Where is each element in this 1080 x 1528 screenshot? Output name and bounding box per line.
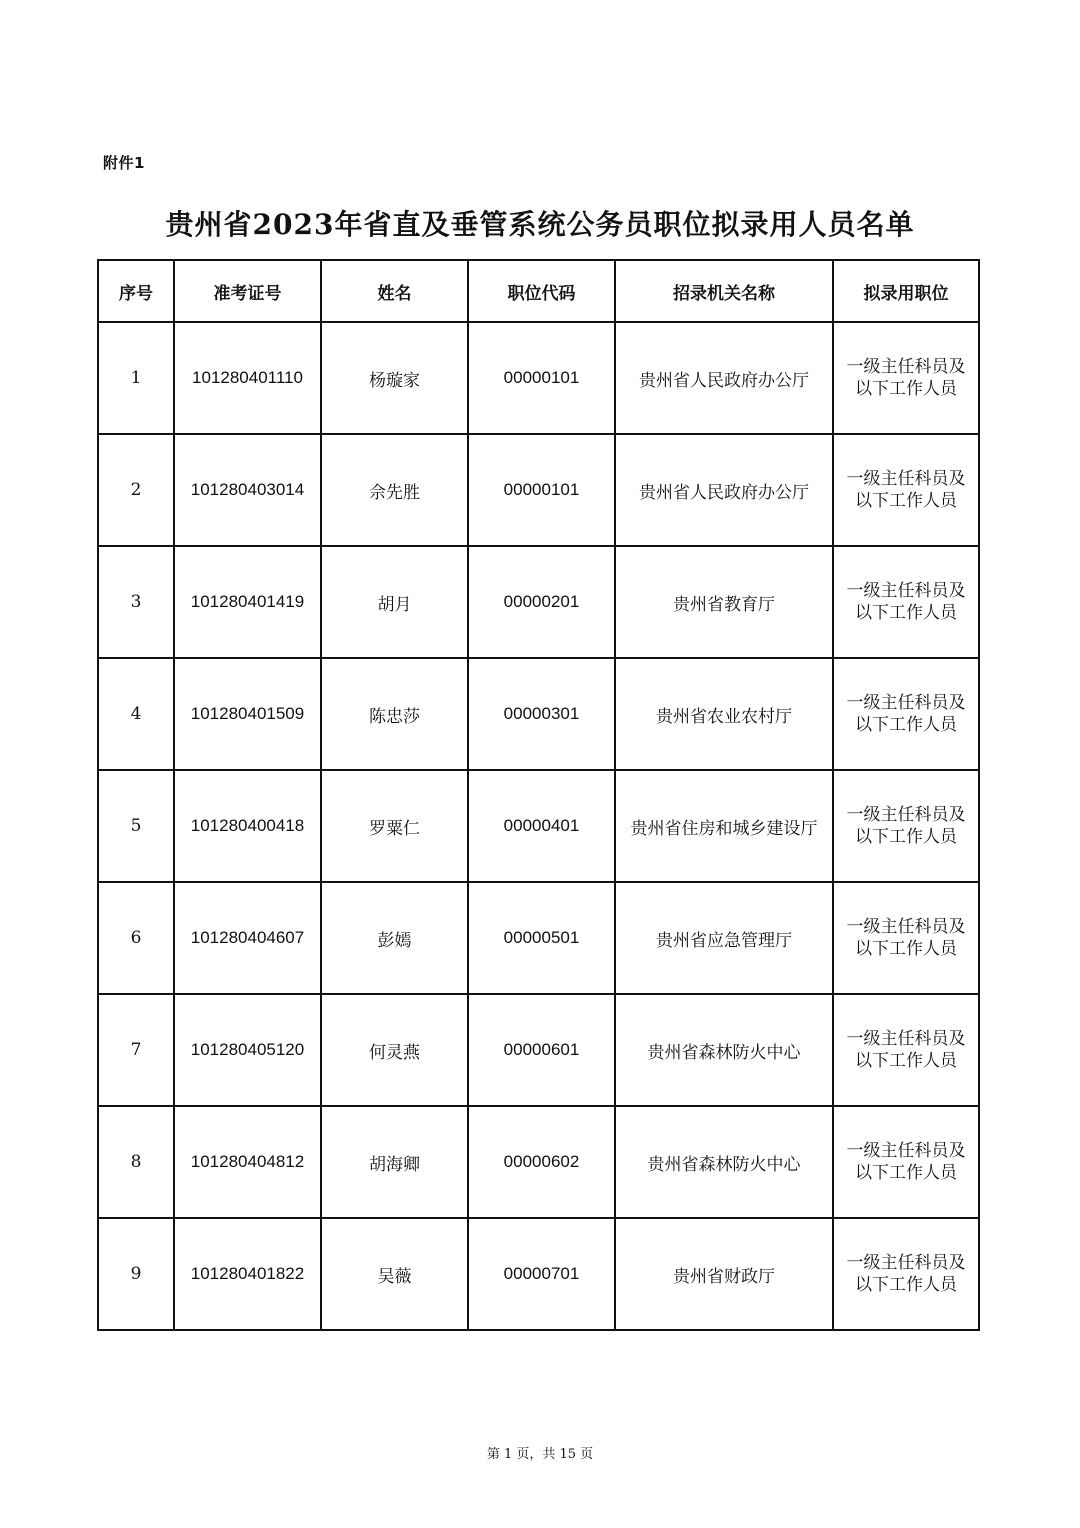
ticket-number-cell: 101280401822 (174, 1218, 321, 1330)
name-cell: 何灵燕 (321, 994, 468, 1106)
table-row (98, 882, 979, 994)
seq-cell: 3 (98, 546, 174, 658)
name-cell: 陈忠莎 (321, 658, 468, 770)
position-code-cell: 00000301 (468, 658, 615, 770)
table-row (98, 1218, 979, 1330)
recruitment-table (97, 259, 980, 1331)
table-row (98, 546, 979, 658)
table-row (98, 770, 979, 882)
ticket-number-cell: 101280403014 (174, 434, 321, 546)
agency-cell: 贵州省人民政府办公厅 (615, 434, 833, 546)
attachment-label: 附件1 (103, 154, 145, 172)
position-code-cell: 00000602 (468, 1106, 615, 1218)
position-cell: 一级主任科员及以下工作人员 (833, 434, 979, 546)
position-cell: 一级主任科员及以下工作人员 (833, 1218, 979, 1330)
table-row (98, 1106, 979, 1218)
seq-cell: 5 (98, 770, 174, 882)
ticket-number-cell: 101280401509 (174, 658, 321, 770)
agency-cell: 贵州省森林防火中心 (615, 994, 833, 1106)
table-header-row (98, 260, 979, 322)
position-cell: 一级主任科员及以下工作人员 (833, 658, 979, 770)
seq-cell: 9 (98, 1218, 174, 1330)
position-code-cell: 00000701 (468, 1218, 615, 1330)
table-row (98, 658, 979, 770)
name-cell: 胡月 (321, 546, 468, 658)
seq-cell: 7 (98, 994, 174, 1106)
header-seq: 序号 (98, 260, 174, 322)
ticket-number-cell: 101280401419 (174, 546, 321, 658)
ticket-number-cell: 101280404812 (174, 1106, 321, 1218)
seq-cell: 6 (98, 882, 174, 994)
header-code: 职位代码 (468, 260, 615, 322)
agency-cell: 贵州省应急管理厅 (615, 882, 833, 994)
header-agency: 招录机关名称 (615, 260, 833, 322)
table-body (98, 322, 979, 1330)
position-code-cell: 00000101 (468, 322, 615, 434)
position-code-cell: 00000401 (468, 770, 615, 882)
agency-cell: 贵州省人民政府办公厅 (615, 322, 833, 434)
name-cell: 罗粟仁 (321, 770, 468, 882)
position-cell: 一级主任科员及以下工作人员 (833, 882, 979, 994)
document-title: 贵州省2023年省直及垂管系统公务员职位拟录用人员名单 (165, 208, 915, 241)
header-name: 姓名 (321, 260, 468, 322)
name-cell: 杨璇家 (321, 322, 468, 434)
position-code-cell: 00000201 (468, 546, 615, 658)
ticket-number-cell: 101280401110 (174, 322, 321, 434)
position-cell: 一级主任科员及以下工作人员 (833, 770, 979, 882)
table-row (98, 994, 979, 1106)
position-code-cell: 00000501 (468, 882, 615, 994)
agency-cell: 贵州省森林防火中心 (615, 1106, 833, 1218)
name-cell: 彭嫣 (321, 882, 468, 994)
name-cell: 吴薇 (321, 1218, 468, 1330)
seq-cell: 8 (98, 1106, 174, 1218)
seq-cell: 2 (98, 434, 174, 546)
table-row (98, 434, 979, 546)
position-cell: 一级主任科员及以下工作人员 (833, 322, 979, 434)
agency-cell: 贵州省财政厅 (615, 1218, 833, 1330)
header-ticket: 准考证号 (174, 260, 321, 322)
name-cell: 佘先胜 (321, 434, 468, 546)
position-code-cell: 00000101 (468, 434, 615, 546)
name-cell: 胡海卿 (321, 1106, 468, 1218)
agency-cell: 贵州省农业农村厅 (615, 658, 833, 770)
seq-cell: 4 (98, 658, 174, 770)
page-footer: 第 1 页，共 15 页 (486, 1447, 594, 1462)
position-code-cell: 00000601 (468, 994, 615, 1106)
ticket-number-cell: 101280400418 (174, 770, 321, 882)
agency-cell: 贵州省住房和城乡建设厅 (615, 770, 833, 882)
ticket-number-cell: 101280404607 (174, 882, 321, 994)
position-cell: 一级主任科员及以下工作人员 (833, 546, 979, 658)
position-cell: 一级主任科员及以下工作人员 (833, 1106, 979, 1218)
header-position: 拟录用职位 (833, 260, 979, 322)
seq-cell: 1 (98, 322, 174, 434)
agency-cell: 贵州省教育厅 (615, 546, 833, 658)
position-cell: 一级主任科员及以下工作人员 (833, 994, 979, 1106)
table-row (98, 322, 979, 434)
ticket-number-cell: 101280405120 (174, 994, 321, 1106)
